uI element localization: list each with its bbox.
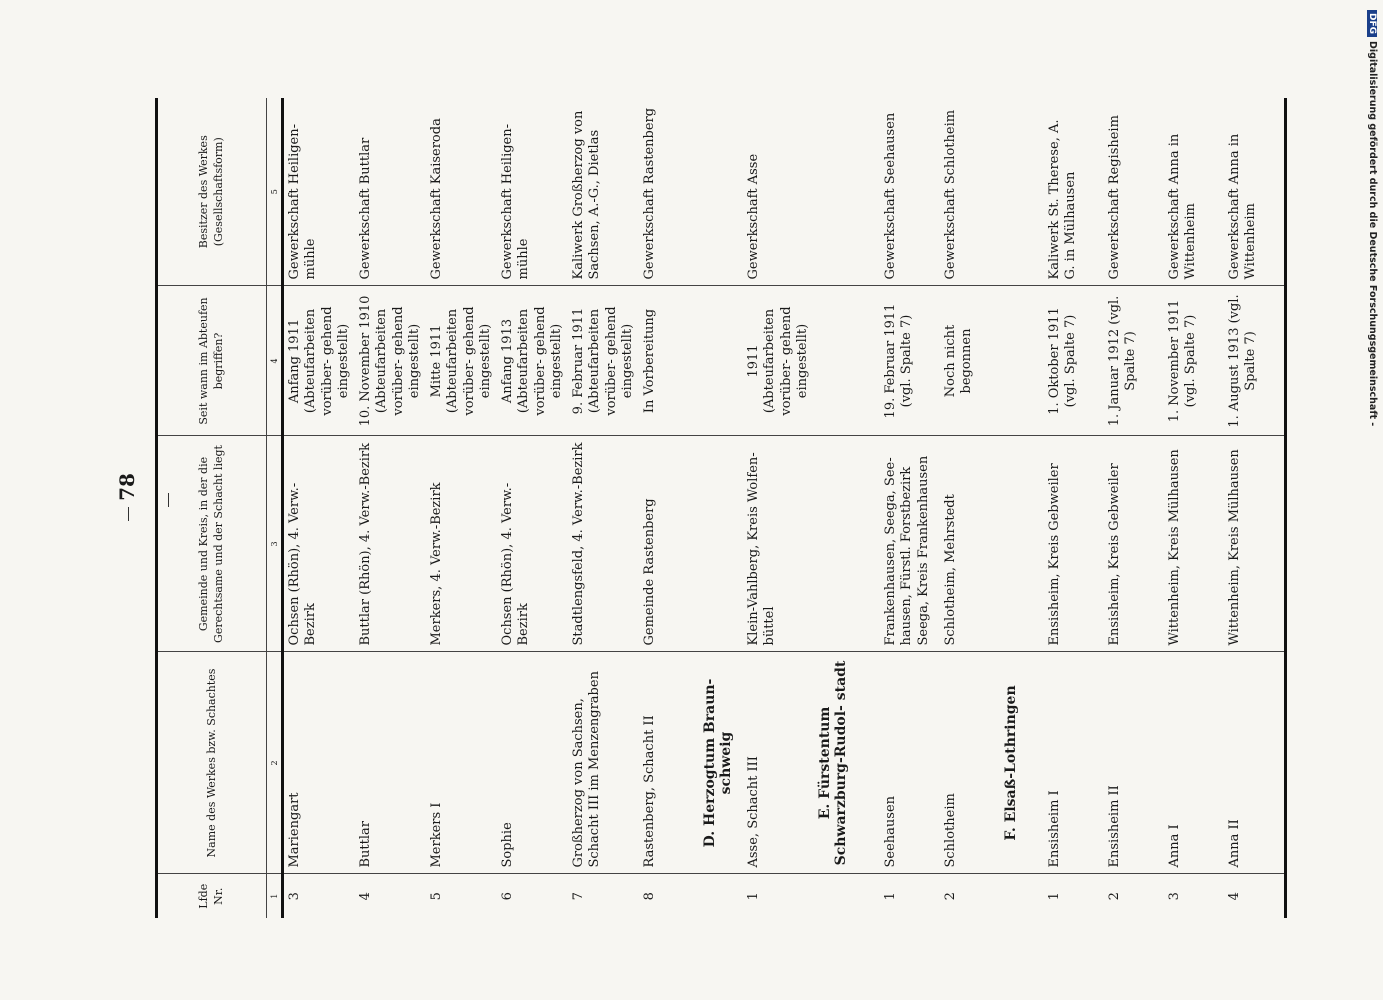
cell-nr: 2 [1107, 892, 1122, 901]
cell-gemeinde: Ensisheim, Kreis Gebweiler [1104, 436, 1164, 652]
cell-name: Anna I [1164, 652, 1224, 874]
cell-seit-wann: Noch nicht begonnen [940, 286, 1000, 436]
section-row [814, 98, 880, 918]
header-name: Name des Werkes bzw. Schachtes [157, 652, 267, 874]
empty-cell [1000, 98, 1044, 286]
header-besitzer: Besitzer des Werkes (Gesellschaftsform) [157, 98, 267, 286]
section-row [699, 98, 743, 918]
cell-gemeinde: Gemeinde Rastenberg [639, 436, 699, 652]
cell-name: Buttlar [355, 652, 426, 874]
cell-seit-wann: In Vorbereitung [639, 286, 699, 436]
table-row [568, 98, 639, 918]
cell-besitzer: Gewerkschaft Heiligen- mühle [283, 98, 356, 286]
cell-name: Sophie [497, 652, 568, 874]
cell-seit-wann: Mitte 1911 (Abteufarbeiten vorüber- gehend eingestellt) [426, 286, 497, 436]
cell-name: Mariengart [283, 652, 356, 874]
header-lfde-nr: Lfde Nr. [197, 883, 225, 909]
cell-nr: 7 [571, 892, 586, 901]
table-row [743, 98, 814, 918]
cell-besitzer: Gewerkschaft Regisheim [1104, 98, 1164, 286]
table-row [283, 98, 356, 918]
cell-seit-wann: Anfang 1911 (Abteufarbeiten vorüber- gehend eingestellt) [283, 286, 356, 436]
table-row [497, 98, 568, 918]
table-row [426, 98, 497, 918]
column-number: 2 [267, 652, 283, 874]
cell-besitzer: Gewerkschaft Anna in Wittenheim [1164, 98, 1224, 286]
cell-besitzer: Gewerkschaft Asse [743, 98, 814, 286]
cell-besitzer: Gewerkschaft Schlotheim [940, 98, 1000, 286]
cell-gemeinde: Schlotheim, Mehrstedt [940, 436, 1000, 652]
cell-besitzer: Gewerkschaft Kaiseroda [426, 98, 497, 286]
rotated-table-page [155, 98, 1259, 918]
cell-besitzer: Gewerkschaft Anna in Wittenheim [1224, 98, 1286, 286]
cell-gemeinde: Klein-Vahlberg, Kreis Wolfen- büttel [743, 436, 814, 652]
cell-nr [699, 874, 743, 918]
empty-cell [814, 286, 880, 436]
table-row [940, 98, 1000, 918]
cell-name: Seehausen [880, 652, 940, 874]
cell-nr: 2 [943, 892, 958, 901]
section-heading: F. Elsaß-Lothringen [1000, 652, 1044, 874]
dfg-logo: DFG [1367, 10, 1377, 37]
cell-nr: 3 [1167, 892, 1182, 901]
cell-name: Merkers I [426, 652, 497, 874]
column-number: 3 [267, 436, 283, 652]
table-row [880, 98, 940, 918]
table-row [1104, 98, 1164, 918]
cell-seit-wann: 1. November 1911 (vgl. Spalte 7) [1164, 286, 1224, 436]
header-gemeinde: Gemeinde und Kreis, in der die Gerechtsame und der Schacht liegt [157, 436, 267, 652]
section-heading: E. Fürstentum Schwarzburg-Rudol- stadt [814, 652, 880, 874]
cell-seit-wann: 9. Februar 1911 (Abteufarbeiten vorüber- gehend eingestellt) [568, 286, 639, 436]
column-number: 1 [267, 874, 283, 918]
table-row [639, 98, 699, 918]
digitization-note [1367, 10, 1378, 426]
table-header-row [157, 98, 267, 918]
cell-besitzer: Gewerkschaft Rastenberg [639, 98, 699, 286]
column-number: 4 [267, 286, 283, 436]
empty-cell [699, 98, 743, 286]
empty-cell [699, 436, 743, 652]
section-row [1000, 98, 1044, 918]
cell-name: Rastenberg, Schacht II [639, 652, 699, 874]
cell-nr: 5 [429, 892, 444, 901]
cell-seit-wann: 1. Januar 1912 (vgl. Spalte 7) [1104, 286, 1164, 436]
cell-gemeinde: Ensisheim, Kreis Gebweiler [1044, 436, 1104, 652]
cell-nr [1000, 874, 1044, 918]
cell-gemeinde: Buttlar (Rhön), 4. Verw.-Bezirk [355, 436, 426, 652]
section-heading: D. Herzogtum Braun- schweig [699, 652, 743, 874]
cell-besitzer: Gewerkschaft Seehausen [880, 98, 940, 286]
table-row [1164, 98, 1224, 918]
cell-nr: 8 [642, 892, 657, 901]
shaft-table [155, 98, 1287, 918]
header-seit-wann: Seit wann im Abteufen begriffen? [157, 286, 267, 436]
cell-nr: 1 [746, 892, 761, 901]
cell-nr: 1 [883, 892, 898, 901]
cell-besitzer: Kaliwerk Großherzog von Sachsen, A.-G., Dietlas [568, 98, 639, 286]
empty-cell [814, 98, 880, 286]
cell-gemeinde: Stadtlengsfeld, 4. Verw.-Bezirk [568, 436, 639, 652]
table-row [1044, 98, 1104, 918]
cell-seit-wann: 19. Februar 1911 (vgl. Spalte 7) [880, 286, 940, 436]
cell-seit-wann: 1. Oktober 1911 (vgl. Spalte 7) [1044, 286, 1104, 436]
cell-nr: 4 [1224, 874, 1286, 918]
cell-name: Asse, Schacht III [743, 652, 814, 874]
cell-nr: 1 [1047, 892, 1062, 901]
column-number: 5 [267, 98, 283, 286]
cell-nr [814, 874, 880, 918]
column-number-row [267, 98, 283, 918]
cell-name: Ensisheim II [1104, 652, 1164, 874]
cell-gemeinde: Wittenheim, Kreis Mülhausen [1164, 436, 1224, 652]
cell-gemeinde: Ochsen (Rhön), 4. Verw.-Bezirk [497, 436, 568, 652]
cell-nr: 6 [500, 892, 515, 901]
cell-gemeinde: Frankenhausen, Seega, See- hausen, Fürstl. Forstbezirk Seega, Kreis Frankenhausen [880, 436, 940, 652]
cell-gemeinde: Merkers, 4. Verw.-Bezirk [426, 436, 497, 652]
cell-besitzer: Gewerkschaft Heiligen- mühle [497, 98, 568, 286]
cell-seit-wann: 10. November 1910 (Abteufarbeiten vorüber- gehend eingestellt) [355, 286, 426, 436]
empty-cell [1000, 436, 1044, 652]
cell-name: Schlotheim [940, 652, 1000, 874]
cell-name: Ensisheim I [1044, 652, 1104, 874]
empty-cell [699, 286, 743, 436]
cell-gemeinde: Ochsen (Rhön), 4. Verw.-Bezirk [283, 436, 356, 652]
table-row [355, 98, 426, 918]
cell-name: Anna II [1224, 652, 1286, 874]
cell-nr: 4 [358, 892, 373, 901]
cell-seit-wann: Anfang 1913 (Abteufarbeiten vorüber- gehend eingestellt) [497, 286, 568, 436]
empty-cell [1000, 286, 1044, 436]
digitization-text: Digitalisierung gefördert durch die Deutsche Forschungsgemeinschaft - [1367, 41, 1378, 427]
cell-seit-wann: 1. August 1913 (vgl. Spalte 7) [1224, 286, 1286, 436]
table-row [1224, 98, 1286, 918]
cell-seit-wann: 1911 (Abteufarbeiten vorüber- gehend eingestellt) [743, 286, 814, 436]
cell-gemeinde: Wittenheim, Kreis Mülhausen [1224, 436, 1286, 652]
cell-besitzer: Kaliwerk St. Therese, A. G. in Mülhausen [1044, 98, 1104, 286]
cell-nr: 3 [287, 892, 302, 901]
table-body [283, 98, 1286, 918]
empty-cell [814, 436, 880, 652]
cell-name: Großherzog von Sachsen, Schacht III im Menzengraben [568, 652, 639, 874]
page-number: 78 [107, 465, 147, 535]
cell-besitzer: Gewerkschaft Buttlar [355, 98, 426, 286]
